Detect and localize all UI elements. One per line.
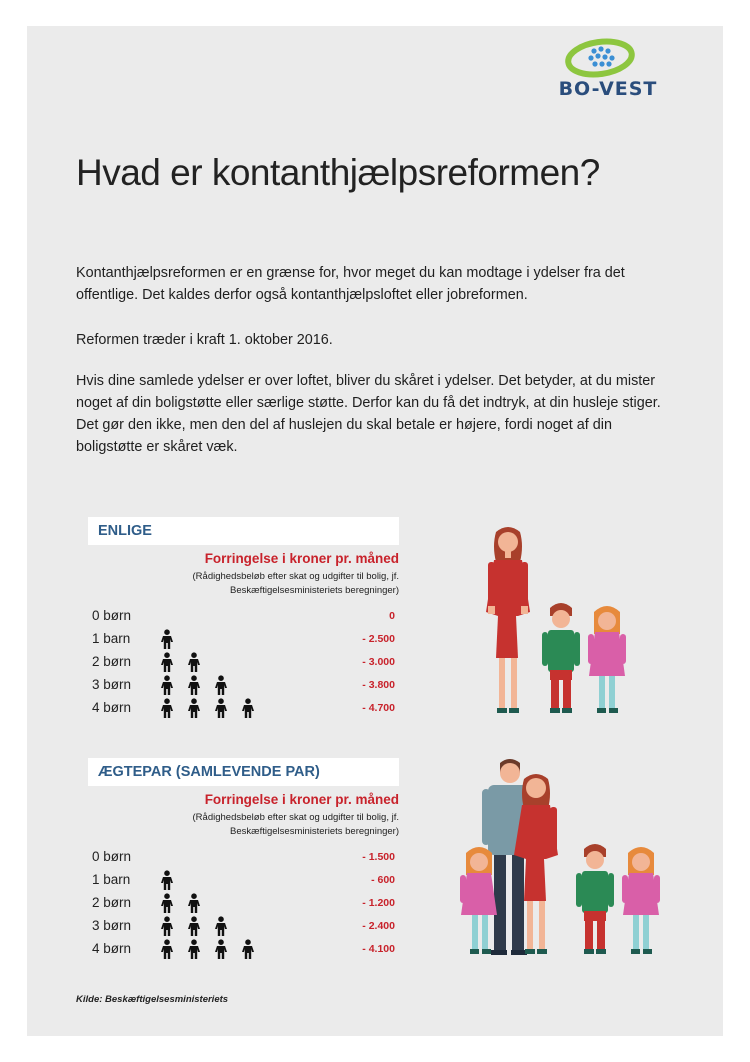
children-count-label: 0 børn [92, 608, 132, 623]
child-person-icon [214, 939, 228, 959]
page-title: Hvad er kontanthjælpsreformen? [76, 152, 600, 193]
table-row [88, 893, 399, 915]
children-count-label: 1 barn [92, 872, 131, 887]
child-person-icon [160, 939, 174, 959]
table-row [88, 606, 399, 628]
reduction-value: - 4.700 [362, 702, 395, 714]
intro-paragraph: Kontanthjælpsreformen er en grænse for, hvor meget du kan modtage i ydelser fra det offentlige. Det kaldes derfor også kontanthjælpsloftet eller jobreformen. [76, 265, 625, 303]
reduction-value: - 2.400 [362, 920, 395, 932]
reduction-value: - 600 [371, 874, 395, 886]
enlige-block [88, 548, 399, 748]
reduction-value: - 3.000 [362, 656, 395, 668]
logo-mark-icon [538, 38, 678, 82]
reduction-value: - 1.200 [362, 897, 395, 909]
child-person-icon [187, 939, 201, 959]
child-person-icon [241, 698, 255, 718]
reduction-value: - 4.100 [362, 943, 395, 955]
reduction-value: - 3.800 [362, 679, 395, 691]
child-person-icon [160, 870, 174, 890]
section-heading-enlige: ENLIGE [88, 517, 399, 545]
child-person-icon [187, 916, 201, 936]
effective-date-paragraph: Reformen træder i kraft 1. oktober 2016. [76, 332, 333, 348]
reduction-value: - 2.500 [362, 633, 395, 645]
bo-vest-logo [538, 38, 678, 108]
children-count-label: 4 børn [92, 941, 132, 956]
reduction-value: 0 [389, 610, 395, 622]
table-row [88, 916, 399, 938]
child-person-icon [187, 652, 201, 672]
child-person-icon [214, 675, 228, 695]
child-person-icon [160, 916, 174, 936]
child-person-icon [160, 652, 174, 672]
table-row [88, 698, 399, 720]
children-count-label: 2 børn [92, 654, 132, 669]
table-row [88, 629, 399, 651]
children-count-label: 4 børn [92, 700, 132, 715]
child-person-icon [187, 698, 201, 718]
child-person-icon [160, 698, 174, 718]
single-parent-family-icon [470, 520, 650, 720]
section-note: (Rådighedsbeløb efter skat og udgifter til bolig, jf. Beskæftigelsesministeriets beregninger) [192, 571, 399, 596]
table-row [88, 675, 399, 697]
child-person-icon [160, 893, 174, 913]
table-row [88, 939, 399, 961]
child-person-icon [214, 698, 228, 718]
table-row [88, 847, 399, 869]
section-heading-aegtepar: ÆGTEPAR (SAMLEVENDE PAR) [88, 758, 399, 786]
child-person-icon [160, 629, 174, 649]
child-person-icon [160, 675, 174, 695]
table-row [88, 652, 399, 674]
table-row [88, 870, 399, 892]
children-count-label: 3 børn [92, 918, 132, 933]
logo-wordmark: BO-VEST [558, 78, 658, 100]
reduction-value: - 1.500 [362, 851, 395, 863]
children-count-label: 0 børn [92, 849, 132, 864]
source-note: Kilde: Beskæftigelsesministeriets [76, 994, 229, 1005]
aegtepar-block [88, 789, 399, 989]
section-subtitle: Forringelse i kroner pr. måned [204, 551, 399, 566]
child-person-icon [187, 675, 201, 695]
children-count-label: 1 barn [92, 631, 131, 646]
child-person-icon [241, 939, 255, 959]
child-person-icon [214, 916, 228, 936]
explanation-paragraph: Hvis dine samlede ydelser er over loftet, bliver du skåret i ydelser. Det betyder, at du mister noget af din boligstøtte eller særlige støtte. Derfor kan du få det indtryk, at din husleje stiger. Det gør den ikke, men den del af huslejen du skal betale er højere, fordi noget af din boligstøtte er skåret væk. [76, 373, 661, 455]
children-count-label: 2 børn [92, 895, 132, 910]
section-note: (Rådighedsbeløb efter skat og udgifter til bolig, jf. Beskæftigelsesministeriets beregninger) [192, 812, 399, 837]
couple-family-icon [458, 755, 673, 960]
children-count-label: 3 børn [92, 677, 132, 692]
section-subtitle: Forringelse i kroner pr. måned [204, 792, 399, 807]
child-person-icon [187, 893, 201, 913]
